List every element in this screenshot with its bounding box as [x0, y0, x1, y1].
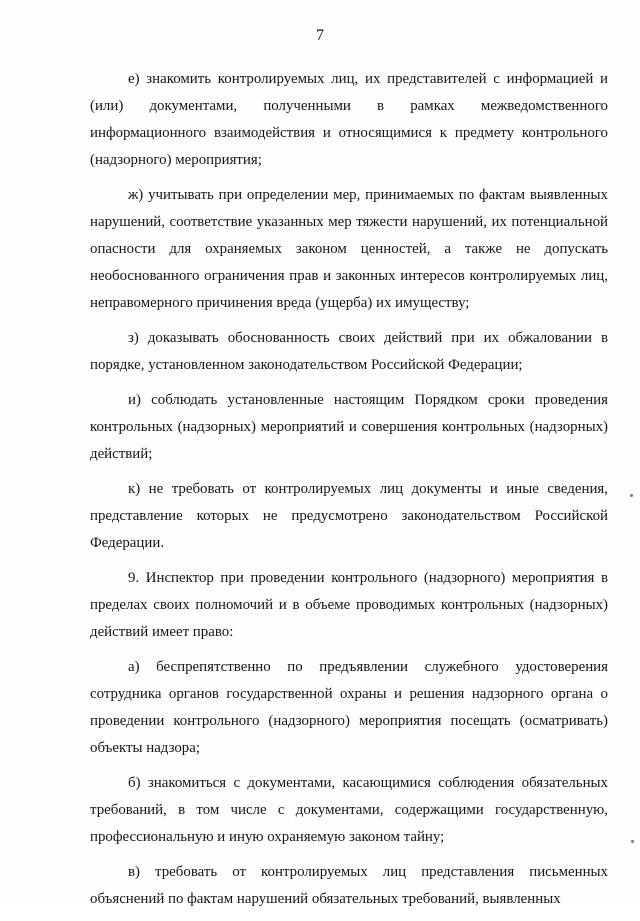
- paragraph-e: е) знакомить контролируемых лиц, их представителей с информацией и (или) документами, полученными в рамках межведомственного информационного взаимодействия и относящимися к предмету контрольного (надзорного) мероприятия;: [90, 71, 608, 168]
- paragraph-a: а) беспрепятственно по предъявлении служебного удостоверения сотрудника органов государственной охраны и решения надзорного органа о проведении контрольного (надзорного) мероприятия посещать (осматривать) объекты надзора;: [90, 659, 608, 756]
- paragraph-k: к) не требовать от контролируемых лиц документы и иные сведения, представление которых не предусмотрено законодательством Российской Федерации.: [90, 481, 608, 551]
- paragraph-i: и) соблюдать установленные настоящим Порядком сроки проведения контрольных (надзорных) мероприятий и совершения контрольных (надзорных) действий;: [90, 392, 608, 462]
- paragraph-9: 9. Инспектор при проведении контрольного (надзорного) мероприятия в пределах своих полномочий и в объеме проводимых контрольных (надзорных) действий имеет право:: [90, 570, 608, 640]
- paragraph-zh: ж) учитывать при определении мер, принимаемых по фактам выявленных нарушений, соответствие указанных мер тяжести нарушений, их потенциальной опасности для охраняемых законом ценностей, а также не допускать необоснованного ограничения прав и законных интересов контролируемых лиц, неправомерного причинения вреда (ущерба) их имуществу;: [90, 187, 608, 311]
- paragraph-b: б) знакомиться с документами, касающимися соблюдения обязательных требований, в том числе с документами, содержащими государственную, профессиональную и иную охраняемую законом тайну;: [90, 775, 608, 845]
- scan-edge-mark: [631, 840, 634, 843]
- document-body: [90, 66, 608, 921]
- scan-edge-mark: [630, 494, 633, 497]
- page-number: 7: [316, 27, 324, 44]
- paragraph-z: з) доказывать обоснованность своих действий при их обжаловании в порядке, установленном законодательством Российской Федерации;: [90, 330, 608, 373]
- paragraph-v: в) требовать от контролируемых лиц представления письменных объяснений по фактам нарушений обязательных требований, выявленных: [90, 864, 608, 907]
